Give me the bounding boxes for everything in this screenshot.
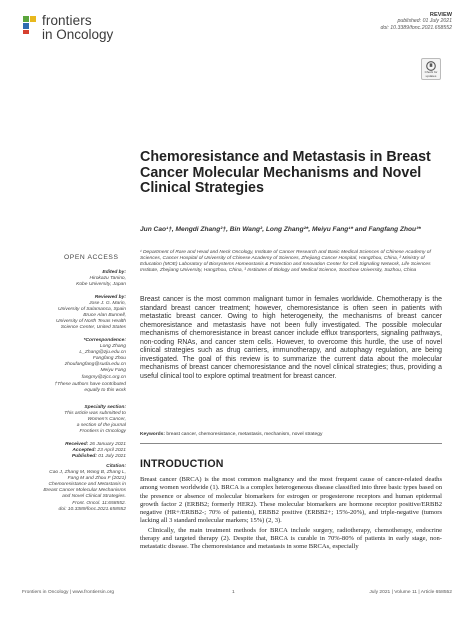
specialty-line: Frontiers in Oncology [79,429,126,435]
abstract: Breast cancer is the most common malignant tumor in females worldwide. Chemotherapy is the standard breast cancer treatment; however, chemoresistance is often seen in patients with metastatic breast cancer. Owing to high heterogeneity, the mechanisms of breast cancer chemoresistance and metastasis have not been fully investigated. The possible molecular mechanisms of chemoresistance in breast cancer include efflux transporters, signaling pathways, non-coding RNAs, and cancer stem cells. However, to overcome this hurdle, the use of novel clinical strategies such as drug carriers, immunotherapy, and autophagy regulation, are being investigated. The goal of this review is to summarize the current data about the molecular mechanisms of breast cancer chemoresistance and the novel clinical strategies; thus, providing a useful clinical tool to explore optimal treatment for breast cancer. [140,296,442,380]
reviewed-by-block [22,295,126,332]
citation-line: and Novel Clinical Strategies. [62,494,126,500]
page-number: 1 [232,590,235,595]
reviewer-line: Bruce Alan Bunnell, [83,313,126,319]
reviewer-line: Jose J. G. Marin, [89,301,126,307]
citation-line: Front. Oncol. 11:658552. [72,500,126,506]
frontiers-logo-icon [22,15,38,35]
journal-logo[interactable] [22,13,142,53]
editor-affiliation: Kobe University, Japan [76,282,126,288]
editor-name: Hirokazu Tanino, [89,276,126,282]
reviewer-line: Science Center, United States [60,325,126,331]
open-access-label: OPEN ACCESS [64,254,119,261]
article-title: Chemoresistance and Metastasis in Breast Cancer Molecular Mechanisms and Novel Clinical Strategies [140,149,431,197]
footer-journal-link[interactable]: Frontiers in Oncology | www.frontiersin.org [22,590,115,595]
specialty-section-block [22,405,126,435]
accepted-date: 23 April 2021 [97,448,126,454]
doi[interactable]: doi: 10.3389/fonc.2021.658552 [380,24,452,31]
body-text [140,476,442,551]
equal-contribution-note [22,382,126,394]
check-for-updates-button[interactable] [421,58,441,80]
section-heading: INTRODUCTION [140,458,224,470]
edited-by-heading: Edited by: [102,270,126,275]
body-paragraph: Breast cancer (BRCA) is the most common malignancy and the most frequent cause of cancer-related deaths among women worldwide (1). BRCA is a complex heterogeneous disease classified into three basic types based on the presence or absence of molecular biomarkers for estrogen or progesterone receptors and human epidermal growth factor 2 (ERBB2; formerly HER2). These molecular biomarkers are hormone receptor positive/ERBB2 negative (HR+/ERBB2-; 70% of patients), ERBB2 positive (ERBB2+; 15%-20%), and triple-negative (tumors lacking all 3 standard molecular markers; 15%) (2, 3). [140,476,442,525]
correspondence-block [22,338,126,381]
correspondent-email[interactable]: fangmy@zjcc.org.cn [81,374,126,380]
keywords [140,432,442,438]
published-value: 01 July 2021 [98,454,126,460]
correspondent-email[interactable]: zhoufangfang@suda.edu.cn [64,362,126,368]
affiliations: ¹ Department of Rare and Head and Neck Oncology, Institute of Cancer Research and Basic Medical Sciences of Chinese Academy of Sciences, Cancer Hospital of University of Chinese Academy of Sciences, Zhejiang Cancer Hospital, Hangzhou, China, ² Ministry of Education (MOE) Laboratory of Biosystems Homeostasis & Protection and Innovation Center for Cell Signaling Network, Life Sciences Institute, Zhejiang University, Hangzhou, China, ³ Institutes of Biology and Medical Science, Soochow University, Suzhou, China [140,250,431,274]
accepted-label: Accepted: [72,448,96,454]
received-date: 26 January 2021 [89,442,126,447]
article-type: REVIEW [429,12,452,18]
citation-line: Fang M and Zhou F (2021) [67,476,126,482]
specialty-line: Women's Cancer, [87,417,126,423]
footer-issue-info: July 2021 | Volume 11 | Article 658552 [369,590,452,595]
received-label: Received: [65,442,89,447]
equal-note-line: †These authors have contributed [54,382,126,387]
published-label: Published: [71,454,97,460]
reviewer-line: University of North Texas Health [56,319,126,325]
citation-line: Breast Cancer Molecular Mechanisms [43,488,126,494]
reviewer-line: University of Salamanca, Spain [58,307,126,313]
keywords-label: Keywords: [140,432,166,437]
journal-name: in Oncology [42,27,114,42]
citation-line: Chemoresistance and Metastasis in [48,482,126,488]
dates-block [22,442,126,460]
correspondent-name: Long Zhang [99,344,126,350]
edited-by-block [22,270,126,288]
body-paragraph: Clinically, the main treatment methods for BRCA include surgery, radiotherapy, chemotherapy, endocrine therapy and targeted therapy (2). Despite that, BRCA is curable in 70%-80% of patients in early stage, non-metastatic disease. The chemoresistance and metastasis in some BRCAs, especially [140,526,442,550]
citation-doi[interactable]: doi: 10.3389/fonc.2021.658552 [58,506,126,512]
article-meta [380,12,452,31]
badge-label: Check for updates [424,70,438,78]
citation-line: Cao J, Zhang M, Wang B, Zhang L, [49,470,126,476]
citation-block [22,464,126,513]
brand-name: frontiers [42,13,92,28]
specialty-line: This article was submitted to [64,411,126,417]
reviewed-by-heading: Reviewed by: [94,295,126,300]
published-date: published: 01 July 2021 [397,18,452,25]
page-footer [22,590,452,598]
section-divider [140,443,442,444]
correspondent-name: Fangfang Zhou [92,356,126,362]
specialty-line: a section of the journal [76,423,126,429]
keywords-value: breast cancer, chemoresistance, metastasis, mechanism, novel strategy [166,432,323,437]
specialty-heading: Specialty section: [84,405,126,410]
author-list: Jun Cao¹†, Mengdi Zhang²†, Bin Wang², Long Zhang²*, Meiyu Fang¹* and Fangfang Zhou³* [140,226,421,233]
citation-heading: Citation: [106,464,126,469]
correspondent-email[interactable]: L_Zhang@zju.edu.cn [79,350,126,356]
correspondence-heading: *Correspondence: [83,338,126,343]
correspondent-name: Meiyu Fang [100,368,126,374]
equal-note-line: equally to this work [84,388,126,394]
